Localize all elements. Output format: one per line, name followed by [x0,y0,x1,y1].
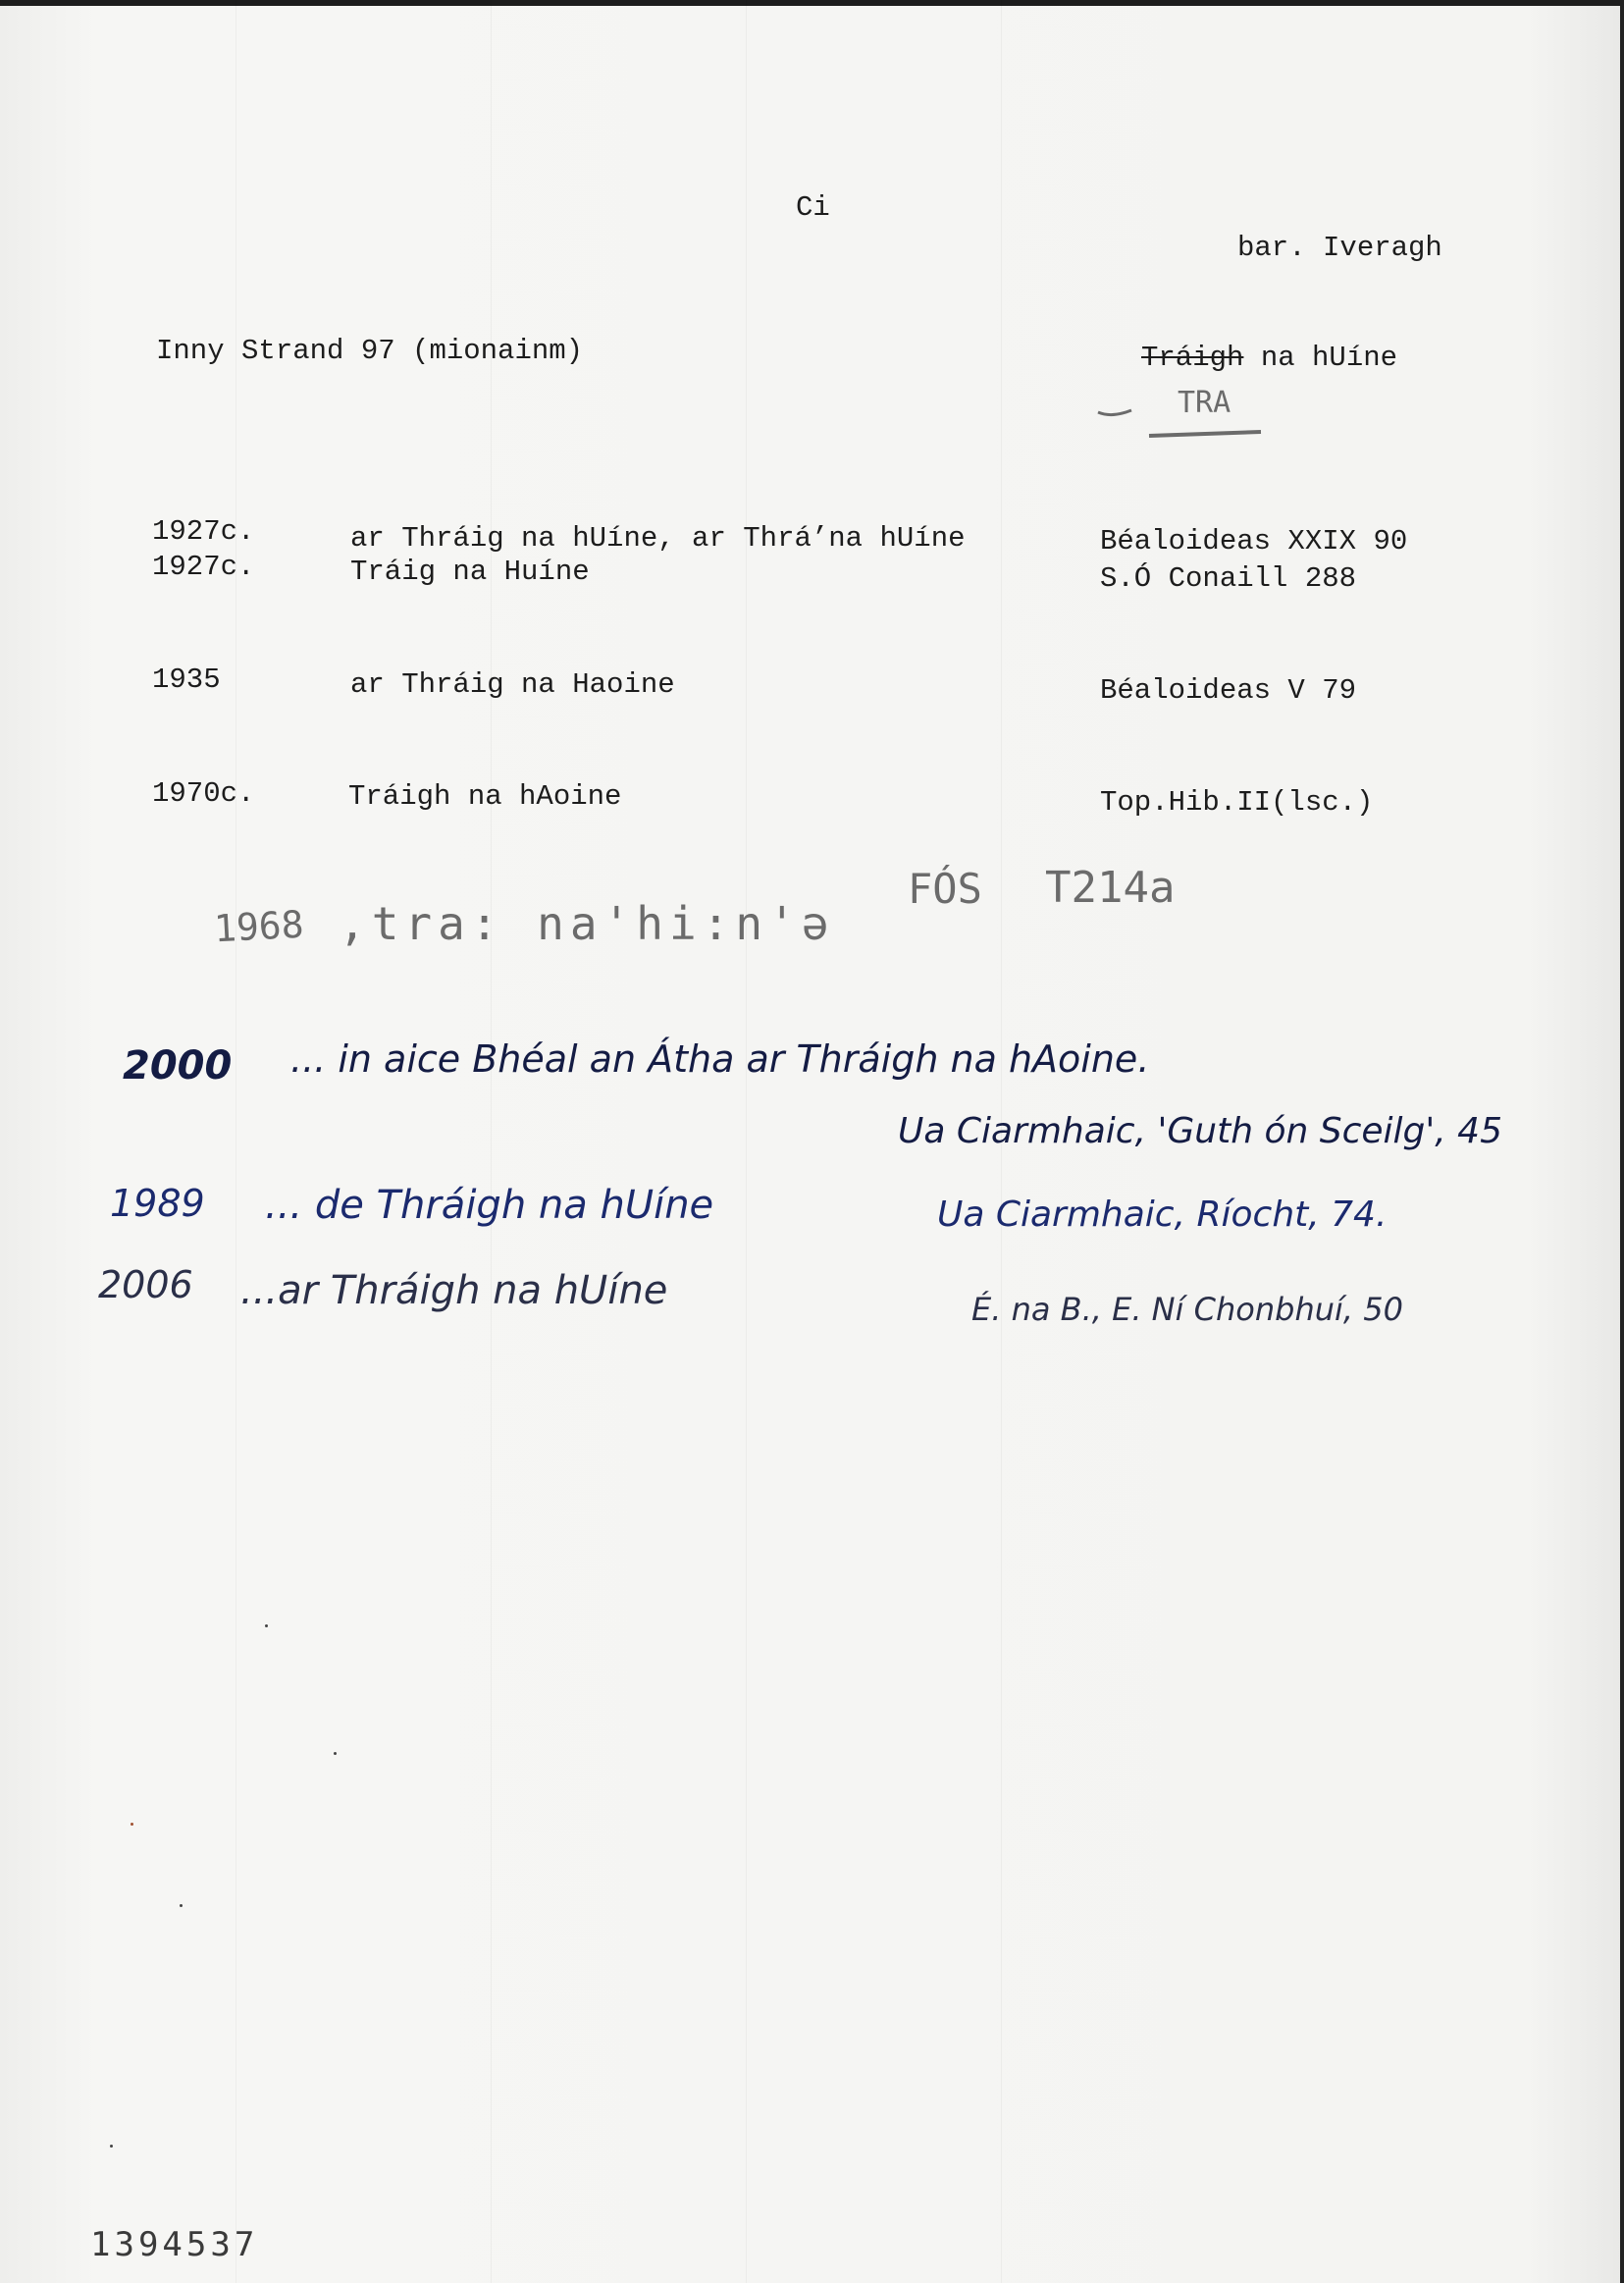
entry-form: Tráigh na hAoine [348,780,622,813]
ink-source: Ua Ciarmhaic, 'Guth ón Sceilg', 45 [898,1111,1502,1151]
entry-source: Top.Hib.II(lsc.) [1100,786,1374,819]
ink-year: 2006 [98,1263,193,1306]
barony-label: bar. Iveragh [1237,232,1442,264]
paper-crease [746,0,747,2283]
scan-speck [265,1624,268,1627]
ink-source: Ua Ciarmhaic, Ríocht, 74. [937,1195,1388,1235]
entry-year: 1935 [152,664,221,696]
english-placename: Inny Strand 97 (mionainm) [156,335,584,367]
ink-form: ...ar Thráigh na hUíne [240,1268,668,1313]
entry-source: S.Ó Conaill 288 [1100,562,1357,595]
ink-year: 1989 [110,1182,205,1225]
pencil-tra-note: TRA [1178,386,1231,420]
archive-number: 1394537 [90,2225,259,2264]
scan-right-edge [1620,0,1624,2283]
entry-source: Béaloideas XXIX 90 [1100,525,1408,557]
ink-source: É. na B., E. Ní Chonbhuí, 50 [971,1291,1403,1328]
scan-top-edge [0,0,1624,6]
entry-form: ar Thráig na hUíne, ar Thrá’na hUíne [350,522,966,555]
irish-placename-rest: na hUíne [1243,342,1398,374]
entry-year: 1970c. [152,777,255,810]
ink-form: ... de Thráigh na hUíne [265,1183,714,1228]
entry-form: Tráig na Huíne [350,556,590,588]
scan-speck [131,1823,133,1826]
pencil-year: 1968 [212,902,305,951]
ink-form: ... in aice Bhéal an Átha ar Thráigh na hAoine. [290,1037,1150,1081]
pencil-phonetic-form: ,tra: na'hi:n'ə [339,897,835,950]
entry-source: Béaloideas V 79 [1100,674,1357,707]
card-code: Ci [796,191,830,224]
ink-year: 2000 [123,1043,233,1088]
entry-form: ar Thráig na Haoine [350,668,675,701]
scan-speck [334,1752,337,1755]
irish-placename [1141,344,1397,372]
pencil-fos-code: T214a [1045,863,1176,913]
scan-speck [180,1904,183,1907]
entry-year: 1927c. [152,551,255,583]
entry-year: 1927c. [152,515,255,548]
pencil-fos-ref: FÓS [908,865,982,913]
struck-word: Tráigh [1141,342,1244,374]
scan-speck [110,2145,113,2148]
